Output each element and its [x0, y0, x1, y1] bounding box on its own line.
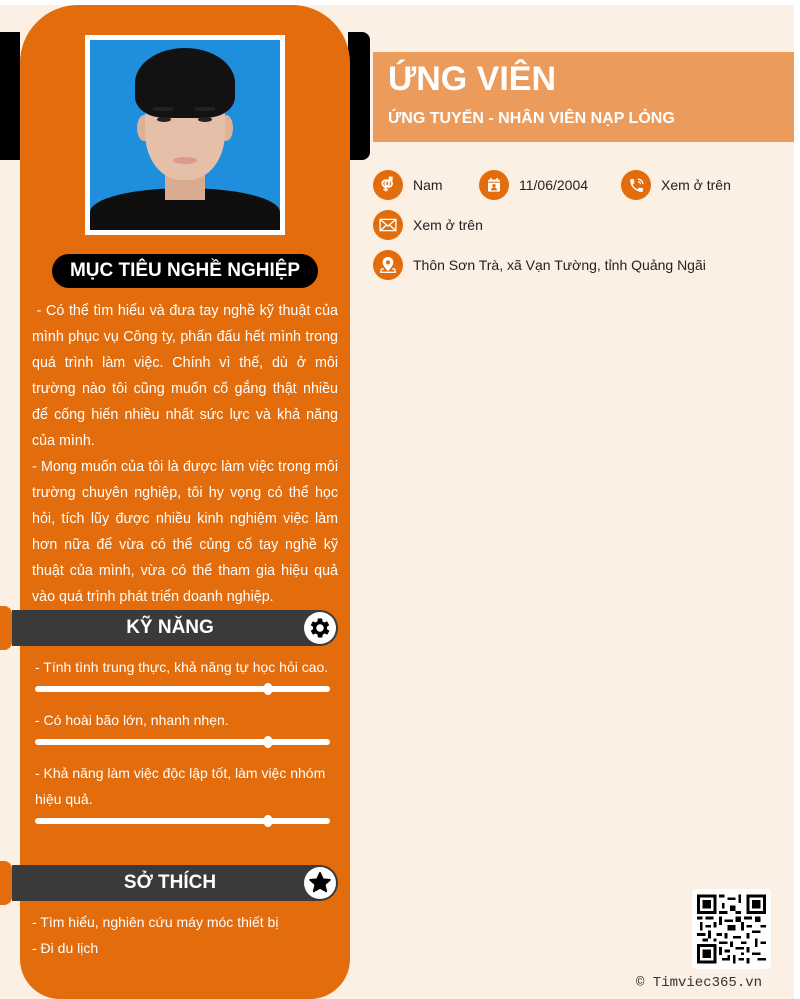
- sidebar: [20, 5, 350, 999]
- skill-level-thumb: [264, 736, 272, 748]
- star-icon: [304, 867, 336, 899]
- skill-level-bar: [35, 739, 330, 745]
- phone-field: [621, 170, 731, 200]
- phone-value: Xem ở trên: [661, 177, 731, 193]
- objective-text: [32, 298, 342, 610]
- hobbies-section-header: [12, 865, 338, 901]
- skills-section-header: [12, 610, 338, 646]
- job-title: ỨNG TUYỂN - NHÂN VIÊN NẠP LỎNG: [388, 110, 675, 127]
- birthday-field: [479, 170, 588, 200]
- skill-level-bar: [35, 686, 330, 692]
- gender-icon: [373, 170, 403, 200]
- skill-item: - Khả năng làm việc độc lập tốt, làm việc nhóm hiệu quả.: [35, 765, 326, 807]
- gender-field: [373, 170, 443, 200]
- hobby-item: - Tìm hiểu, nghiên cứu máy móc thiết bị: [32, 914, 279, 930]
- phone-icon: [621, 170, 651, 200]
- skills-title: KỸ NĂNG: [126, 617, 214, 638]
- birthday-value: 11/06/2004: [519, 177, 589, 193]
- avatar: [85, 35, 285, 235]
- location-icon: [373, 250, 403, 280]
- email-value: Xem ở trên: [413, 217, 483, 233]
- copyright: © Timviec365.vn: [636, 975, 763, 991]
- candidate-name: ỨNG VIÊN: [388, 60, 557, 98]
- gear-icon: [304, 612, 336, 644]
- qr-code: [692, 889, 771, 969]
- objective-paragraph: - Mong muốn của tôi là được làm việc trong môi trường chuyên nghiệp, tôi hy vọng có thể học hỏi, tích lũy được nhiều kinh nghiệm việc làm hơn nữa để vừa có thể củng cố tay nghề kỹ thuật của mình, vừa có thể tham gia hiệu quả vào quá trình phát triển doanh nghiệp.: [32, 459, 338, 605]
- skill-level-thumb: [264, 815, 272, 827]
- hobbies-title: SỞ THÍCH: [123, 872, 217, 893]
- decorative-tab-left: [0, 32, 20, 160]
- skill-item: - Có hoài bão lớn, nhanh nhẹn.: [35, 712, 229, 728]
- decorative-notch: [0, 861, 12, 905]
- skill-level-bar: [35, 818, 330, 824]
- objective-title: MỤC TIÊU NGHỀ NGHIỆP: [52, 254, 318, 288]
- decorative-tab-right: [348, 32, 370, 160]
- email-icon: [373, 210, 403, 240]
- gender-value: Nam: [413, 177, 443, 193]
- calendar-icon: [479, 170, 509, 200]
- profile-photo: [90, 40, 280, 230]
- header: [373, 52, 794, 142]
- objective-paragraph: - Có thể tìm hiểu và đưa tay nghề kỹ thuật của mình phục vụ Công ty, phấn đấu hết mình trong quá trình làm việc. Chính vì thế, dù ở môi trường nào tôi cũng muốn cố gắng thật nhiều để cống hiến nhiều nhất sức lực và khả năng của mình.: [32, 303, 342, 449]
- hobby-item: - Đi du lịch: [32, 940, 99, 956]
- address-field: [373, 250, 706, 280]
- cv-page: [0, 5, 794, 999]
- skill-item: - Tính tình trung thực, khả năng tự học hỏi cao.: [35, 659, 329, 675]
- email-field: [373, 210, 483, 240]
- skill-level-thumb: [264, 683, 272, 695]
- decorative-notch: [0, 606, 12, 650]
- address-value: Thôn Sơn Trà, xã Vạn Tường, tỉnh Quảng Ngãi: [413, 257, 706, 273]
